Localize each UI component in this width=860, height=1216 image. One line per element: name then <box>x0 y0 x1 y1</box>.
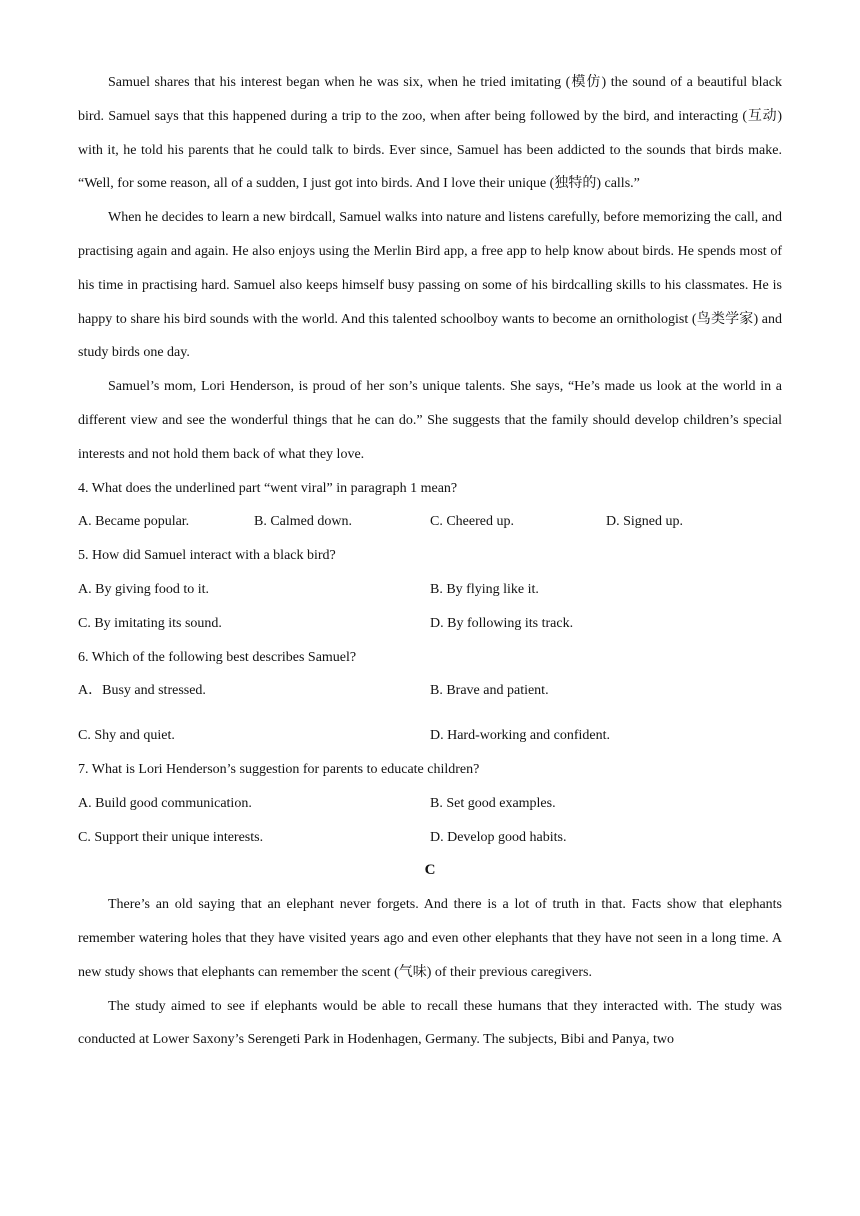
passage-paragraph: Samuel’s mom, Lori Henderson, is proud of her son’s unique talents. She says, “He’s made us look at the world in a different view and see the wonderful things that he can do.” She suggests that the family should develop children’s special interests and not hold them back of what they love. <box>78 379 782 462</box>
option-row <box>78 821 782 855</box>
option-row <box>78 505 782 539</box>
question-7 <box>78 753 782 854</box>
passage-paragraph: The study aimed to see if elephants would be able to recall these humans that they interacted with. The study was conducted at Lower Saxony’s Serengeti Park in Hodenhagen, Germany. The subjects, Bibi and Panya, two <box>78 998 782 1048</box>
option-b: B. Brave and patient. <box>430 683 549 699</box>
option-d: D. Develop good habits. <box>430 829 567 845</box>
document-page <box>78 66 782 1057</box>
question-5 <box>78 539 782 640</box>
option-a: A．Busy and stressed. <box>78 683 206 699</box>
option-c: C. Shy and quiet. <box>78 728 175 744</box>
question-stem: 5. How did Samuel interact with a black bird? <box>78 548 336 564</box>
question-4 <box>78 472 782 540</box>
option-c: C. Cheered up. <box>430 514 514 530</box>
question-stem: 7. What is Lori Henderson’s suggestion for parents to educate children? <box>78 761 480 777</box>
option-c: C. By imitating its sound. <box>78 615 222 631</box>
option-c: C. Support their unique interests. <box>78 829 264 845</box>
question-stem: 4. What does the underlined part “went viral” in paragraph 1 mean? <box>78 480 458 496</box>
option-row <box>78 607 782 641</box>
passage-paragraph: There’s an old saying that an elephant never forgets. And there is a lot of truth in that. Facts show that elephants remember watering holes that they have visited years ago and even other elephants that they have not seen in a long time. A new study shows that elephants can remember the scent (气味) of their previous caregivers. <box>78 897 782 980</box>
option-row <box>78 573 782 607</box>
option-b: B. By flying like it. <box>430 581 539 597</box>
option-row <box>78 787 782 821</box>
option-d: D. Signed up. <box>606 514 683 530</box>
option-b: B. Calmed down. <box>254 514 352 530</box>
option-d: D. By following its track. <box>430 615 574 631</box>
section-heading: C <box>424 862 436 879</box>
option-row <box>78 674 782 708</box>
question-6 <box>78 641 782 753</box>
question-stem: 6. Which of the following best describes Samuel? <box>78 649 357 665</box>
spacer <box>78 708 782 719</box>
option-a: A. By giving food to it. <box>78 581 210 597</box>
option-a: A. Build good communication. <box>78 795 252 811</box>
passage-paragraph: Samuel shares that his interest began when he was six, when he tried imitating (模仿) the sound of a beautiful black bird. Samuel says that this happened during a trip to the zoo, when after being followed by the bird, and interacting (互动) with it, he told his parents that he could talk to birds. Ever since, Samuel has been addicted to the sounds that birds make. “Well, for some reason, all of a sudden, I just got into birds. And I love their unique (独特的) calls.” <box>78 75 782 192</box>
option-d: D. Hard-working and confident. <box>430 728 611 744</box>
passage-paragraph: When he decides to learn a new birdcall, Samuel walks into nature and listens carefully, before memorizing the call, and practising again and again. He also enjoys using the Merlin Bird app, a free app to help know about birds. He spends most of his time in practising hard. Samuel also keeps himself busy passing on some of his birdcalling skills to his classmates. He is happy to share his bird sounds with the world. And this talented schoolboy wants to become an ornithologist (鸟类学家) and study birds one day. <box>78 210 782 361</box>
option-row <box>78 719 782 753</box>
option-b: B. Set good examples. <box>430 795 556 811</box>
option-a: A. Became popular. <box>78 514 190 530</box>
